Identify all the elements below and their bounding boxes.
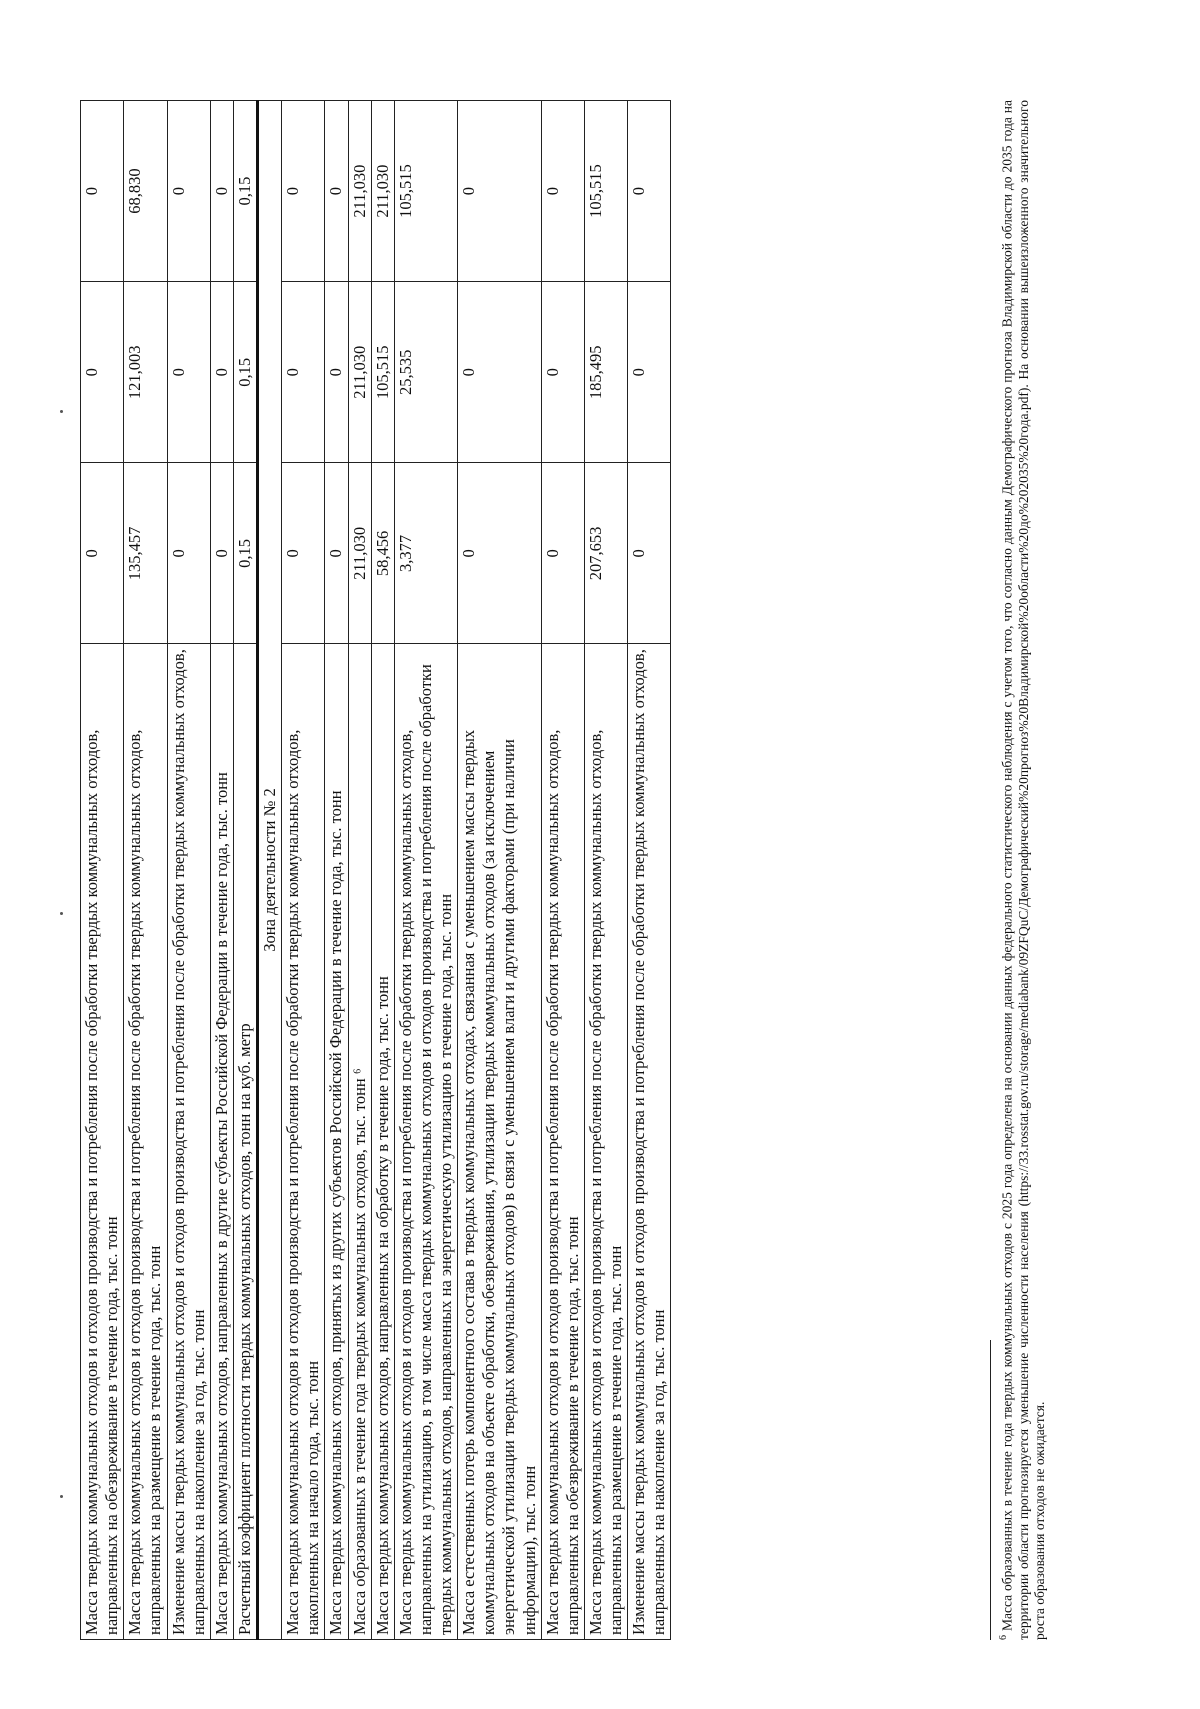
value-end: 0,15 <box>233 101 257 282</box>
value-mid: 211,030 <box>348 282 371 463</box>
row-label: Масса твердых коммунальных отходов, принятых из других субъектов Российской Федерации в течение года, тыс. тонн <box>325 644 348 1640</box>
value-mid: 0 <box>210 282 233 463</box>
table-row <box>233 101 257 1640</box>
value-end: 0 <box>458 101 542 282</box>
scan-speck <box>60 1495 63 1498</box>
table-row <box>81 101 124 1640</box>
table-row <box>210 101 233 1640</box>
value-mid: 0,15 <box>233 282 257 463</box>
table-row <box>394 101 457 1640</box>
value-end: 0 <box>628 101 671 282</box>
value-mid: 0 <box>458 282 542 463</box>
value-2023: 0 <box>167 463 210 644</box>
zone-title: Зона деятельности № 2 <box>258 101 282 1640</box>
value-2023: 211,030 <box>348 463 371 644</box>
scan-speck <box>60 410 63 413</box>
value-end: 0 <box>325 101 348 282</box>
value-end: 211,030 <box>348 101 371 282</box>
footnote <box>998 100 1048 1640</box>
table-row <box>325 101 348 1640</box>
waste-balance-table <box>80 100 671 1640</box>
footnote-rule <box>990 1340 991 1640</box>
table-body-top <box>81 101 258 1640</box>
value-end: 211,030 <box>371 101 394 282</box>
zone-header-section <box>258 101 282 1640</box>
value-end: 0 <box>282 101 325 282</box>
value-2023: 0 <box>210 463 233 644</box>
row-label: Масса твердых коммунальных отходов и отходов производства и потребления после обработки твердых коммунальных отходов, направленных на размещение в течение года, тыс. тонн <box>124 644 167 1640</box>
value-mid: 0 <box>541 282 584 463</box>
scan-speck <box>60 912 63 915</box>
rotated-page-content <box>80 80 1140 1640</box>
row-label: Расчетный коэффициент плотности твердых коммунальных отходов, тонн на куб. метр <box>233 644 257 1640</box>
row-label: Масса твердых коммунальных отходов и отходов производства и потребления после обработки твердых коммунальных отходов, направленных на утилизацию, в том числе масса твердых коммунальных отходов и отходов производства и потребления после обработки твердых коммунальных отходов, направленных на энергетическую утилизацию в течение года, тыс. тонн <box>394 644 457 1640</box>
footnote-text: Масса образованных в течение года твердых коммунальных отходов с 2025 года определена на основании данных федерального статистического наблюдения с учетом того, что согласно данным Демографического прогноза Владимирской области до 2035 года на территории области прогнозируется уменьшение численности населения (https://33.rosstat.gov.ru/storage/mediabank/09ZFQuC/Демографический%20прогноз%20Владимирской%20области%20до%202035%20года.pdf). На основании вышеизложенного значительного роста образования отходов не ожидается. <box>999 99 1047 1640</box>
row-label: Изменение массы твердых коммунальных отходов и отходов производства и потребления после обработки твердых коммунальных отходов, направленных на накопление за год, тыс. тонн <box>628 644 671 1640</box>
value-mid: 185,495 <box>584 282 627 463</box>
table-row <box>458 101 542 1640</box>
value-end: 0 <box>167 101 210 282</box>
value-2023: 0 <box>628 463 671 644</box>
value-end: 0 <box>210 101 233 282</box>
row-label: Масса твердых коммунальных отходов, направленных на обработку в течение года, тыс. тонн <box>371 644 394 1640</box>
value-2023: 0 <box>541 463 584 644</box>
value-2023: 0 <box>458 463 542 644</box>
value-mid: 0 <box>628 282 671 463</box>
value-mid: 0 <box>167 282 210 463</box>
table-row <box>167 101 210 1640</box>
row-label: Масса твердых коммунальных отходов и отходов производства и потребления после обработки твердых коммунальных отходов, направленных на размещение в течение года, тыс. тонн <box>584 644 627 1640</box>
value-end: 0 <box>541 101 584 282</box>
row-label: Масса твердых коммунальных отходов, направленных в другие субъекты Российской Федерации в течение года, тыс. тонн <box>210 644 233 1640</box>
row-label: Масса образованных в течение года твердых коммунальных отходов, тыс. тонн ⁶ <box>348 644 371 1640</box>
table-row <box>282 101 325 1640</box>
table-row <box>584 101 627 1640</box>
value-mid: 0 <box>81 282 124 463</box>
row-label: Масса естественных потерь компонентного состава в твердых коммунальных отходах, связанная с уменьшением массы твердых коммунальных отходов на объекте обработки, обезвреживания, утилизации твердых коммунальных отходов (за исключением энергетической утилизации твердых коммунальных отходов) в связи с уменьшением влаги и другими факторами (при наличии информации), тыс. тонн <box>458 644 542 1640</box>
value-2023: 207,653 <box>584 463 627 644</box>
value-mid: 121,003 <box>124 282 167 463</box>
footnote-marker: 6 <box>998 1635 1009 1640</box>
value-mid: 0 <box>325 282 348 463</box>
row-label: Масса твердых коммунальных отходов и отходов производства и потребления после обработки твердых коммунальных отходов, накопленных на начало года, тыс. тонн <box>282 644 325 1640</box>
table-row <box>541 101 584 1640</box>
table-row <box>371 101 394 1640</box>
value-mid: 105,515 <box>371 282 394 463</box>
table-row <box>124 101 167 1640</box>
value-2023: 0 <box>282 463 325 644</box>
value-end: 105,515 <box>394 101 457 282</box>
value-2023: 0 <box>325 463 348 644</box>
value-2023: 0,15 <box>233 463 257 644</box>
row-label: Изменение массы твердых коммунальных отходов и отходов производства и потребления после обработки твердых коммунальных отходов, направленных на накопление за год, тыс. тонн <box>167 644 210 1640</box>
zone-header-row <box>258 101 282 1640</box>
value-mid: 25,535 <box>394 282 457 463</box>
value-mid: 0 <box>282 282 325 463</box>
table-row <box>628 101 671 1640</box>
value-end: 68,830 <box>124 101 167 282</box>
value-end: 0 <box>81 101 124 282</box>
row-label: Масса твердых коммунальных отходов и отходов производства и потребления после обработки твердых коммунальных отходов, направленных на обезвреживание в течение года, тыс. тонн <box>81 644 124 1640</box>
table-body-bottom <box>282 101 671 1640</box>
value-2023: 3,377 <box>394 463 457 644</box>
row-label: Масса твердых коммунальных отходов и отходов производства и потребления после обработки твердых коммунальных отходов, направленных на обезвреживание в течение года, тыс. тонн <box>541 644 584 1640</box>
value-end: 105,515 <box>584 101 627 282</box>
table-row <box>348 101 371 1640</box>
value-2023: 135,457 <box>124 463 167 644</box>
value-2023: 58,456 <box>371 463 394 644</box>
value-2023: 0 <box>81 463 124 644</box>
